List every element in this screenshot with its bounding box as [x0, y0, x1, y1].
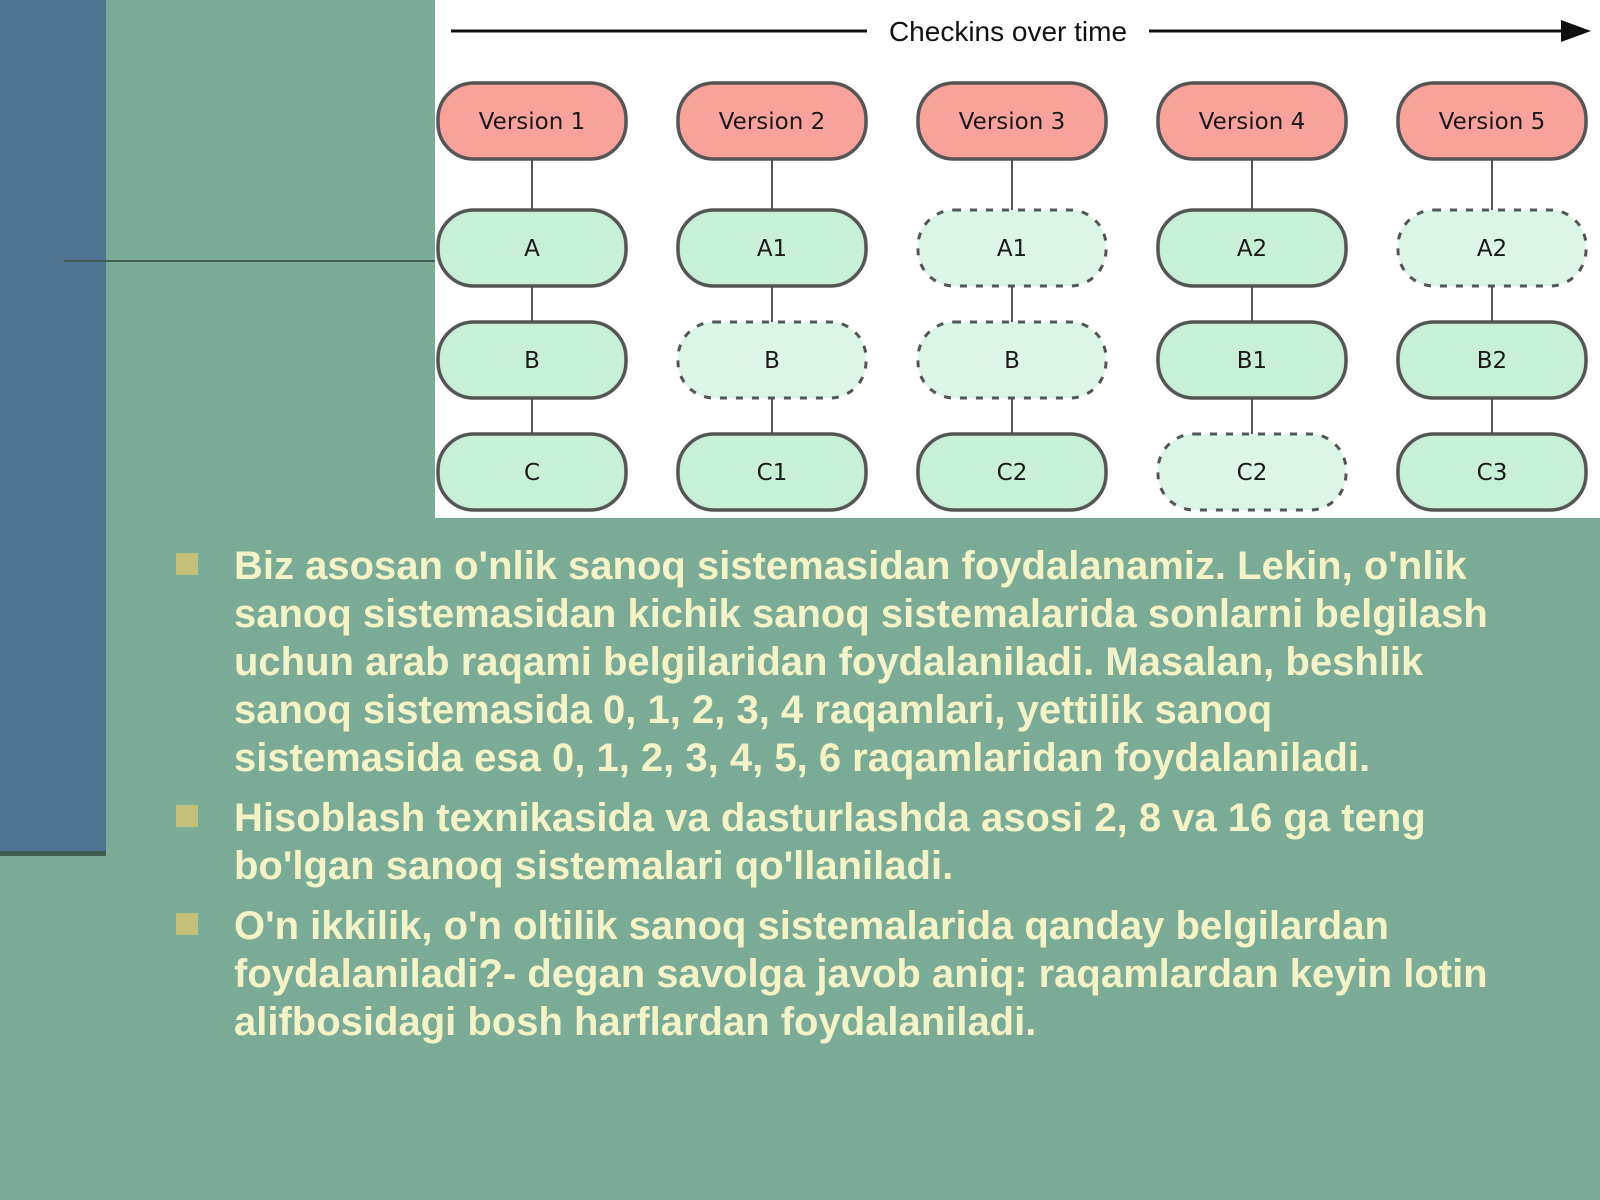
square-bullet-icon [176, 553, 198, 575]
bullet-item [170, 902, 1500, 1046]
file-label: A1 [996, 236, 1028, 262]
horizontal-rule [64, 260, 436, 262]
file-label: A [524, 236, 540, 262]
file-label: A1 [756, 236, 788, 262]
file-label: C1 [756, 460, 788, 486]
version-label: Version 4 [1198, 109, 1306, 135]
version-label: Version 5 [1438, 109, 1546, 135]
file-label: B2 [1476, 348, 1508, 374]
file-label: C2 [1236, 460, 1268, 486]
diagram-header-text: Checkins over time [888, 16, 1128, 47]
file-label: C [523, 460, 541, 486]
square-bullet-icon [176, 805, 198, 827]
bullet-text: O'n ikkilik, o'n oltilik sanoq sistemalarida qanday belgilardan foydalaniladi?- degan savolga javob aniq: raqamlardan keyin lotin alifbosidagi bosh harflardan foydalaniladi. [234, 904, 1488, 1044]
version-label: Version 3 [958, 109, 1066, 135]
file-label: A2 [1476, 236, 1508, 262]
arrow-head-icon [1561, 20, 1591, 42]
left-decorative-band [0, 0, 106, 856]
bullet-text: Hisoblash texnikasida va dasturlashda asosi 2, 8 va 16 ga teng bo'lgan sanoq sistemalari qo'llaniladi. [234, 796, 1426, 888]
file-label: C2 [996, 460, 1028, 486]
square-bullet-icon [176, 913, 198, 935]
version-label: Version 2 [718, 109, 826, 135]
file-label: B1 [1236, 348, 1268, 374]
bullet-text: Biz asosan o'nlik sanoq sistemasidan foydalanamiz. Lekin, o'nlik sanoq sistemasidan kichik sanoq sistemalarida sonlarni belgilash uchun arab raqami belgilaridan foydalaniladi. Masalan, beshlik sanoq sistemasida 0, 1, 2, 3, 4 raqamlari, yettilik sanoq sistemasida esa 0, 1, 2, 3, 4, 5, 6 raqamlaridan foydalaniladi. [234, 544, 1488, 780]
bullet-list [170, 542, 1500, 1058]
file-label: A2 [1236, 236, 1268, 262]
file-label: B [764, 348, 780, 374]
file-label: B [524, 348, 540, 374]
bullet-item [170, 542, 1500, 782]
version-diagram [435, 0, 1600, 518]
version-label: Version 1 [478, 109, 586, 135]
version-diagram-svg [435, 0, 1600, 518]
file-label: C3 [1476, 460, 1508, 486]
file-label: B [1004, 348, 1020, 374]
bullet-item [170, 794, 1500, 890]
